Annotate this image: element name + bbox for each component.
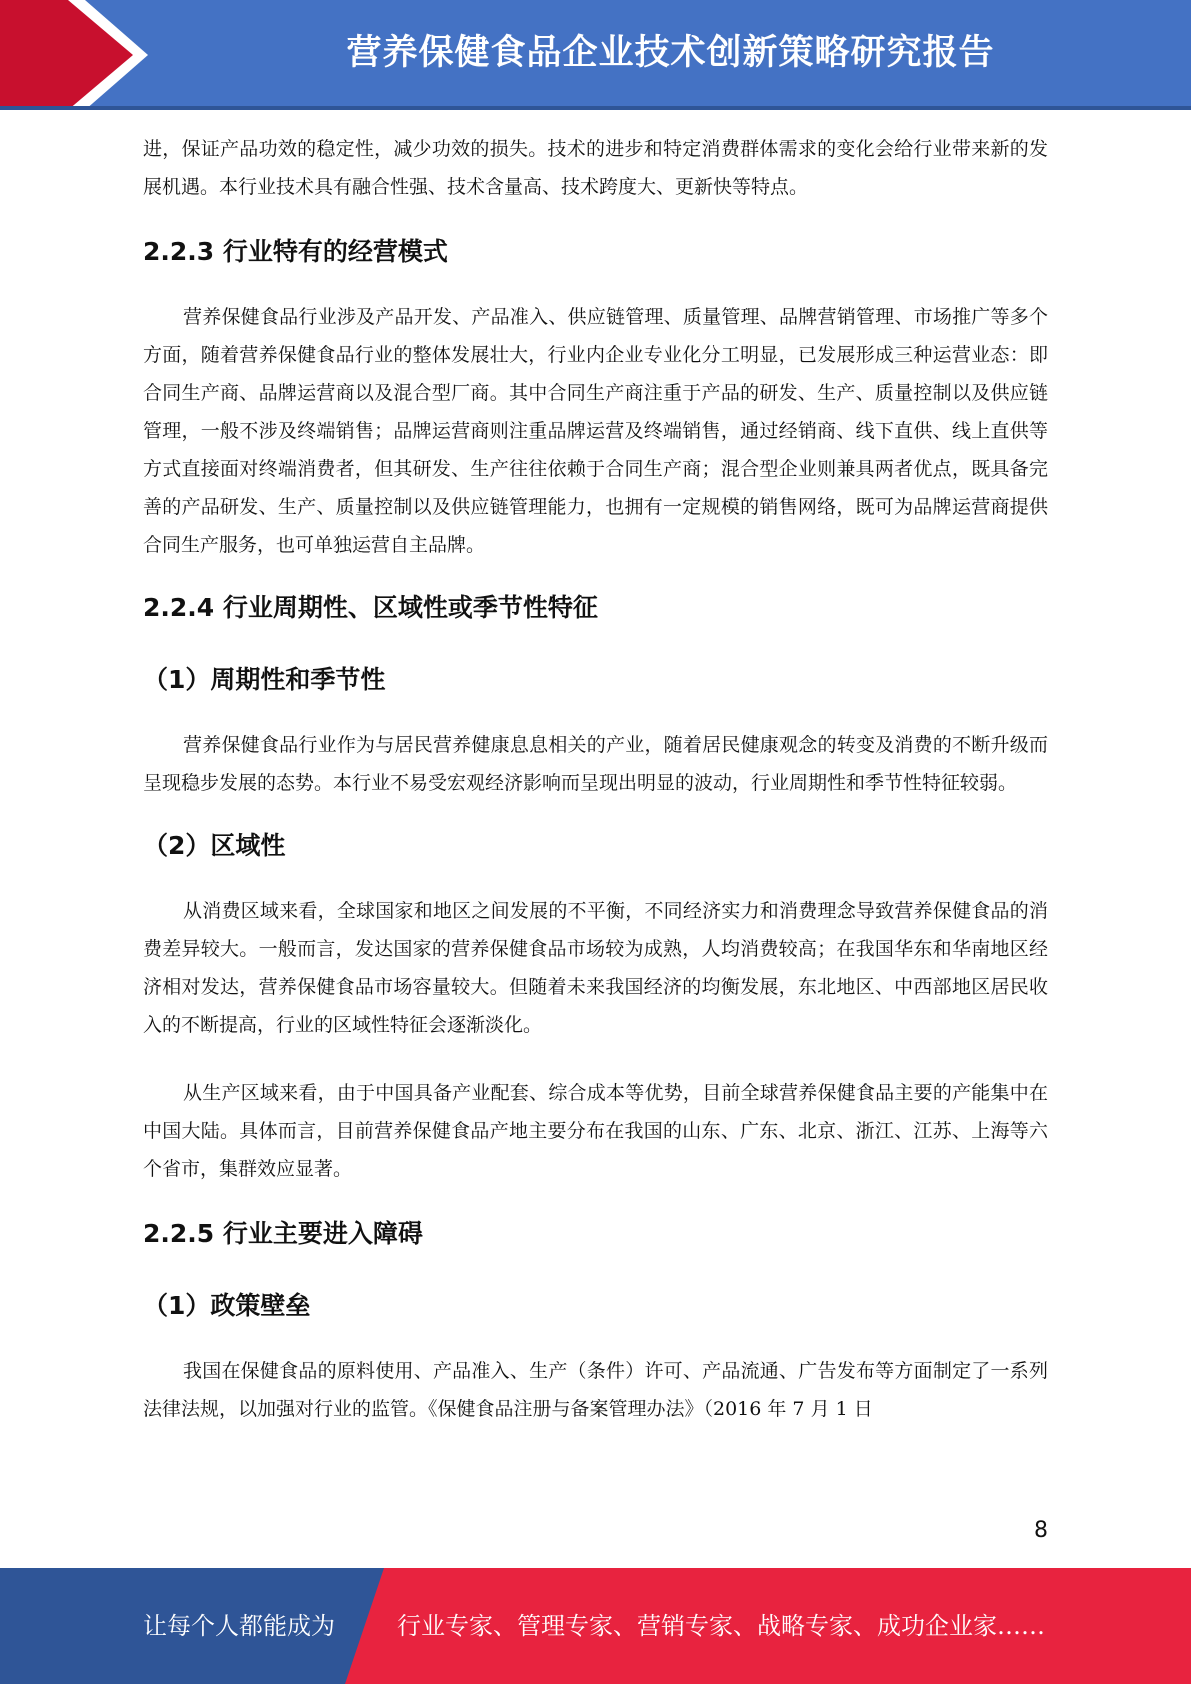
footer-slogan-right: 行业专家、管理专家、营销专家、战略专家、成功企业家…… — [397, 1612, 1045, 1640]
page-number: 8 — [1034, 1518, 1048, 1543]
page-header — [0, 0, 1191, 110]
document-title: 营养保健食品企业技术创新策略研究报告 — [346, 33, 995, 73]
section-heading-2-2-3: 2.2.3 行业特有的经营模式 — [143, 237, 448, 266]
policy-barrier-paragraph: 我国在保健食品的原料使用、产品准入、生产（条件）许可、产品流通、广告发布等方面制定了一系列法律法规，以加强对行业的监管。《保健食品注册与备案管理办法》（2016 年 7 月 1 日 — [143, 1360, 1048, 1420]
section-2-2-3-paragraph: 营养保健食品行业涉及产品开发、产品准入、供应链管理、质量管理、品牌营销管理、市场推广等多个方面，随着营养保健食品行业的整体发展壮大，行业内企业专业化分工明显，已发展形成三种运营业态：即合同生产商、品牌运营商以及混合型厂商。其中合同生产商注重于产品的研发、生产、质量控制以及供应链管理，一般不涉及终端销售；品牌运营商则注重品牌运营及终端销售，通过经销商、线下直供、线上直供等方式直接面对终端消费者，但其研发、生产往往依赖于合同生产商；混合型企业则兼具两者优点，既具备完善的产品研发、生产、质量控制以及供应链管理能力，也拥有一定规模的销售网络，既可为品牌运营商提供合同生产服务，也可单独运营自主品牌。 — [143, 306, 1048, 556]
header-bottom-line — [0, 106, 1191, 110]
cyclicality-paragraph: 营养保健食品行业作为与居民营养健康息息相关的产业，随着居民健康观念的转变及消费的不断升级而呈现稳步发展的态势。本行业不易受宏观经济影响而呈现出明显的波动，行业周期性和季节性特征较弱。 — [143, 734, 1048, 794]
section-heading-2-2-4: 2.2.4 行业周期性、区域性或季节性特征 — [143, 593, 598, 622]
page-footer — [0, 1568, 1191, 1684]
regionality-paragraph-production: 从生产区域来看，由于中国具备产业配套、综合成本等优势，目前全球营养保健食品主要的产能集中在中国大陆。具体而言，目前营养保健食品产地主要分布在我国的山东、广东、北京、浙江、江苏、上海等六个省市，集群效应显著。 — [143, 1082, 1048, 1180]
regionality-paragraph-consumption: 从消费区域来看，全球国家和地区之间发展的不平衡，不同经济实力和消费理念导致营养保健食品的消费差异较大。一般而言，发达国家的营养保健食品市场较为成熟，人均消费较高；在我国华东和华南地区经济相对发达，营养保健食品市场容量较大。但随着未来我国经济的均衡发展，东北地区、中西部地区居民收入的不断提高，行业的区域性特征会逐渐淡化。 — [143, 900, 1048, 1036]
page-content — [143, 130, 1048, 1428]
intro-paragraph: 进，保证产品功效的稳定性，减少功效的损失。技术的进步和特定消费群体需求的变化会给行业带来新的发展机遇。本行业技术具有融合性强、技术含量高、技术跨度大、更新快等特点。 — [143, 138, 1048, 198]
subsection-heading-policy-barrier: （1）政策壁垒 — [143, 1291, 311, 1320]
section-heading-2-2-5: 2.2.5 行业主要进入障碍 — [143, 1219, 423, 1248]
footer-slogan-left: 让每个人都能成为 — [143, 1612, 335, 1640]
subsection-heading-regionality: （2）区域性 — [143, 831, 286, 860]
subsection-heading-cyclicality: （1）周期性和季节性 — [143, 665, 386, 694]
